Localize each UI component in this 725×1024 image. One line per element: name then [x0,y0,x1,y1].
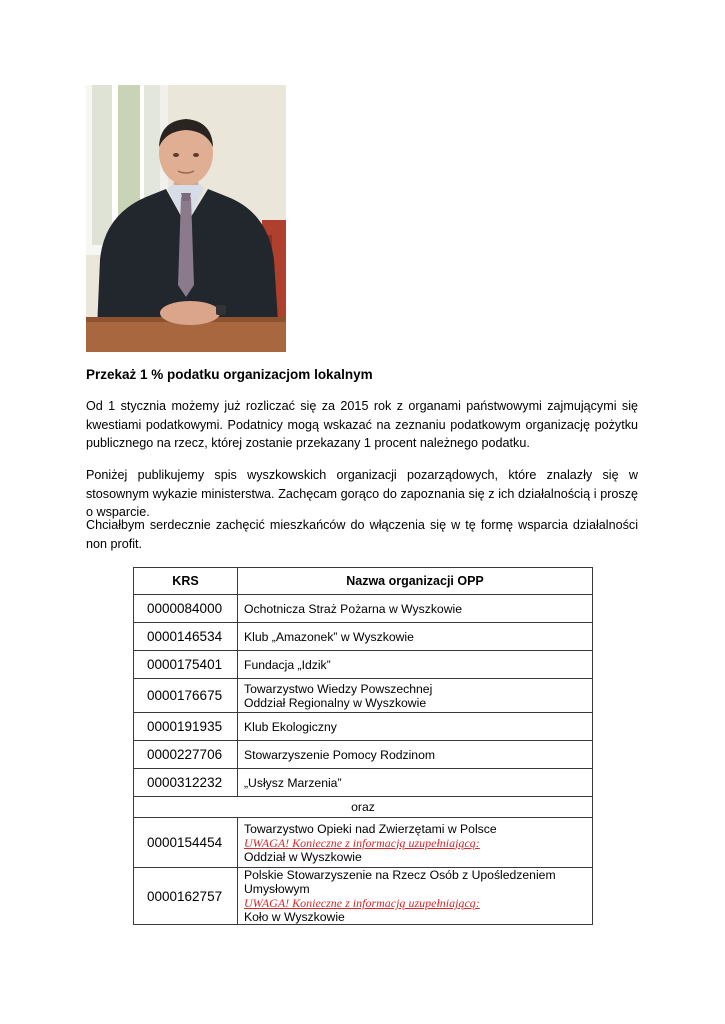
org-name-line: Umysłowym [244,882,310,896]
table-row [134,679,593,713]
org-name-cell: Fundacja „Idzik” [238,651,593,679]
krs-cell: 0000175401 [134,651,238,679]
table-row [134,623,593,651]
branch-name-line: Oddział w Wyszkowie [244,849,362,864]
org-name-cell: „Usłysz Marzenia” [238,769,593,797]
warning-note: UWAGA! Konieczne z informacją uzupełniającą: [244,835,480,850]
org-name-line: Towarzystwo Wiedzy Powszechnej [244,681,433,696]
krs-cell: 0000312232 [134,769,238,797]
table-row [134,595,593,623]
krs-cell: 0000084000 [134,595,238,623]
portrait-photo [86,85,286,352]
table-row [134,713,593,741]
branch-name-line: Koło w Wyszkowie [244,910,345,924]
table-row [134,741,593,769]
list-paragraph: Poniżej publikujemy spis wyszkowskich organizacji pozarządowych, które znalazły się w stosownym wykazie ministerstwa. Zachęcam gorąco do zapoznania się z ich działalnością i proszę o wsparcie. [86,468,638,520]
table-row [134,769,593,797]
krs-cell: 0000162757 [134,868,238,925]
org-name-line: Oddział Regionalny w Wyszkowie [244,695,427,710]
warning-note: UWAGA! Konieczne z informacją uzupełniającą: [244,896,480,910]
intro-paragraph: Od 1 stycznia możemy już rozliczać się za 2015 rok z organami państwowymi zajmującymi się kwestiami podatkowymi. Podatnicy mogą wskazać na zeznaniu podatkowym organizację pożytku publicznego na rzecz, której zostanie przekazany 1 procent należnego podatku. [86,399,638,451]
article-title: Przekaż 1 % podatku organizacjom lokalnym [86,367,373,382]
table-row [134,868,593,925]
org-name-cell: Ochotnicza Straż Pożarna w Wyszkowie [238,595,593,623]
opp-organizations-table [133,567,593,925]
krs-cell: 0000154454 [134,818,238,868]
table-row [134,818,593,868]
separator-row [134,797,593,818]
org-name-cell [238,818,593,868]
org-name-cell [238,868,593,925]
org-name-cell: Klub Ekologiczny [238,713,593,741]
krs-cell: 0000227706 [134,741,238,769]
krs-cell: 0000191935 [134,713,238,741]
org-name-line: Polskie Stowarzyszenie na Rzecz Osób z Upośledzeniem [244,868,556,882]
krs-cell: 0000146534 [134,623,238,651]
encouragement-paragraph: Chciałbym serdecznie zachęcić mieszkańców do włączenia się w tę formę wsparcia działalności non profit. [86,518,638,551]
krs-cell: 0000176675 [134,679,238,713]
org-name-cell [238,679,593,713]
org-name-cell: Klub „Amazonek” w Wyszkowie [238,623,593,651]
org-name-line: Towarzystwo Opieki nad Zwierzętami w Polsce [244,821,497,836]
org-name-cell: Stowarzyszenie Pomocy Rodzinom [238,741,593,769]
table-row [134,651,593,679]
separator-label: oraz [134,797,593,818]
name-column-header: Nazwa organizacji OPP [238,568,593,595]
krs-column-header: KRS [134,568,238,595]
